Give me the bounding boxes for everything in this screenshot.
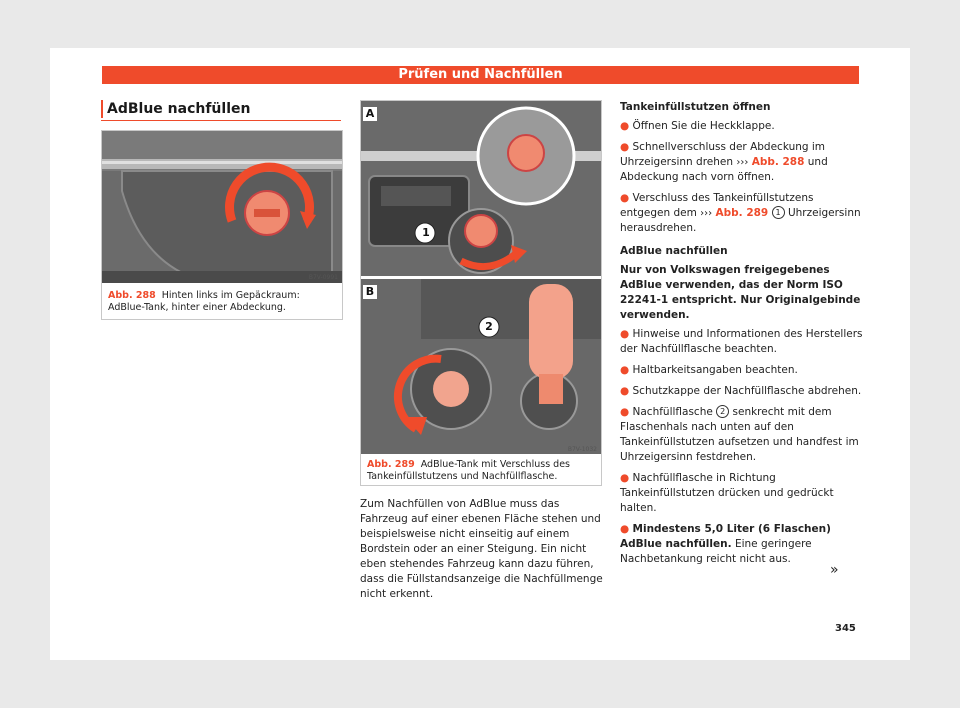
cross-ref-arrows: ››› (700, 208, 713, 219)
heading-refill: AdBlue nachfüllen (620, 245, 728, 257)
page-header: Prüfen und Nachfüllen (102, 66, 859, 84)
step-shelf-life (620, 363, 865, 378)
bullet-icon: ● (620, 406, 630, 418)
step-remove-cap (620, 384, 865, 399)
bullet-icon: ● (620, 328, 630, 340)
step-text-bold: Mindestens 5,0 Liter (6 Flaschen) AdBlue nachfüllen. (620, 523, 831, 550)
figure-288-caption (108, 290, 336, 314)
intro-paragraph (360, 497, 605, 602)
step-press-bottle (620, 471, 865, 516)
figure-288 (101, 130, 343, 320)
bullet-icon: ● (620, 364, 630, 376)
bullet-icon: ● (620, 523, 630, 535)
continued-marker: » (830, 562, 839, 578)
figure-289 (360, 100, 602, 486)
figure-289-label-a: A (363, 107, 377, 121)
figure-289a-image (361, 101, 601, 276)
figure-289b-image (361, 279, 601, 454)
step-text: Verschluss des Tankeinfüllstutzens entgegen dem (620, 192, 814, 219)
step-text: Nachfüllflasche (632, 406, 713, 418)
figure-ref-289[interactable]: Abb. 289 (715, 207, 769, 219)
figure-289-code: B7V-1032 (567, 446, 597, 453)
step-turn-lock (620, 140, 865, 185)
step-text: und Abdeckung nach vorn öffnen. (620, 156, 828, 183)
step-text: Öffnen Sie die Heckklappe. (632, 120, 775, 132)
instructions-column (620, 100, 865, 573)
bullet-icon: ● (620, 141, 630, 153)
heading-open-filler: Tankeinfüllstutzen öffnen (620, 101, 771, 113)
step-minimum-amount (620, 522, 865, 567)
cross-ref-arrows: ››› (736, 157, 749, 168)
figure-289-caption-text: AdBlue-Tank mit Verschluss des Tankeinfüllstutzens und Nachfüllflasche. (367, 459, 570, 482)
step-text: Haltbarkeitsangaben beachten. (632, 364, 798, 376)
section-rule (101, 120, 341, 121)
callout-2: 2 (485, 320, 493, 333)
bullet-icon: ● (620, 192, 630, 204)
bullet-icon: ● (620, 472, 630, 484)
step-text: Eine geringere Nachbetankung reicht nicht aus. (620, 538, 812, 565)
step-read-info (620, 327, 865, 357)
figure-288-image (102, 131, 342, 283)
step-text: Schutzkappe der Nachfüllflasche abdrehen. (632, 385, 862, 397)
bullet-icon: ● (620, 120, 630, 132)
step-text: Schnellverschluss der Abdeckung im Uhrzeigersinn drehen (620, 141, 826, 168)
step-text: Hinweise und Informationen des Herstellers der Nachfüllflasche beachten. (620, 328, 863, 355)
warning-original-adblue: Nur von Volkswagen freigegebenes AdBlue verwenden, das der Norm ISO 22241-1 entspricht. Nur Originalgebinde verwenden. (620, 264, 861, 321)
step-open-tailgate (620, 119, 865, 134)
figure-289-number: Abb. 289 (367, 459, 415, 470)
step-attach-bottle (620, 405, 865, 465)
figure-288-number: Abb. 288 (108, 290, 156, 301)
step-unscrew-cap (620, 191, 865, 236)
figure-288-code: B7V-0991 (308, 274, 338, 281)
step-text: Nachfüllflasche in Richtung Tankeinfüllstutzen drücken und gedrückt halten. (620, 472, 834, 514)
callout-1: 1 (422, 226, 430, 239)
section-title: AdBlue nachfüllen (101, 100, 347, 118)
figure-288-caption-text: Hinten links im Gepäckraum: AdBlue-Tank, hinter einer Abdeckung. (108, 290, 300, 313)
intro-text: Zum Nachfüllen von AdBlue muss das Fahrzeug auf einer ebenen Fläche stehen und beispielsweise nicht einseitig auf einem Bordstein oder an einer Steigung. Ein nicht eben stehendes Fahrzeug kann dazu führen, dass die Füllstandsanzeige die Nachfüllmenge nicht erkennt. (360, 498, 603, 600)
bullet-icon: ● (620, 385, 630, 397)
figure-289-caption (367, 459, 595, 483)
figure-ref-288[interactable]: Abb. 288 (751, 156, 805, 168)
page-number: 345 (835, 623, 856, 634)
step-text: senkrecht mit dem Flaschenhals nach unten auf den Tankeinfüllstutzen aufsetzen und handfest im Uhrzeigersinn festdrehen. (620, 406, 859, 463)
callout-number-2: 2 (716, 405, 729, 418)
step-text: Uhrzeigersinn herausdrehen. (620, 207, 861, 234)
figure-289-label-b: B (363, 285, 377, 299)
callout-number-1: 1 (772, 206, 785, 219)
